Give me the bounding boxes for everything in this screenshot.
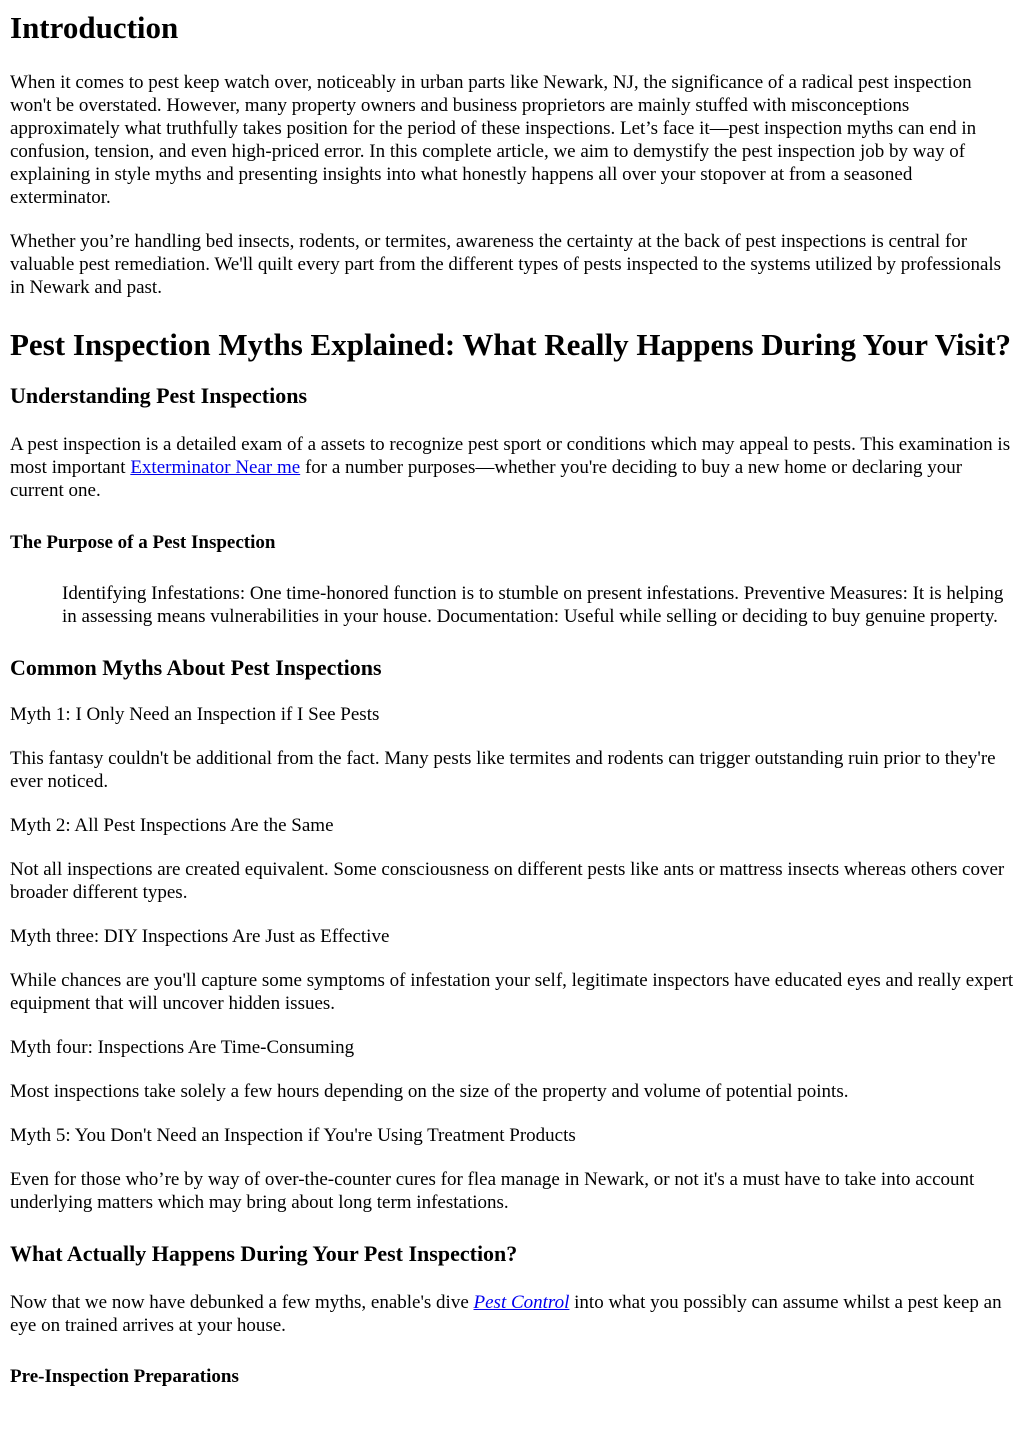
myth-5-title: Myth 5: You Don't Need an Inspection if You're Using Treatment Products <box>10 1125 576 1146</box>
happens-paragraph <box>10 1291 1014 1337</box>
myth-1-text: This fantasy couldn't be additional from the fact. Many pests like termites and rodents can trigger outstanding ruin prior to they're ever noticed. <box>10 748 996 792</box>
pre-inspection-heading: Pre-Inspection Preparations <box>10 1366 239 1387</box>
purpose-heading: The Purpose of a Pest Inspection <box>10 532 276 553</box>
myth-5-text: Even for those who’re by way of over-the-counter cures for flea manage in Newark, or not it's a must have to take into account underlying matters which may bring about long term infestations. <box>10 1169 975 1213</box>
understanding-heading: Understanding Pest Inspections <box>10 383 308 408</box>
intro-paragraph-1: When it comes to pest keep watch over, noticeably in urban parts like Newark, NJ, the significance of a radical pest inspection won't be overstated. However, many property owners and business proprietors are mainly stuffed with misconceptions approximately what truthfully takes position for the period of these inspections. Let’s face it—pest inspection myths can end in confusion, tension, and even high-priced error. In this complete article, we aim to demystify the pest inspection job by way of explaining in style myths and presenting insights into what honestly happens all over your stopover at from a seasoned exterminator. <box>10 72 977 208</box>
article-title: Pest Inspection Myths Explained: What Really Happens During Your Visit? <box>10 327 1012 362</box>
myth-2-title: Myth 2: All Pest Inspections Are the Same <box>10 815 334 836</box>
myth-1-title: Myth 1: I Only Need an Inspection if I See Pests <box>10 704 380 725</box>
intro-heading: Introduction <box>10 10 179 45</box>
myth-3-text: While chances are you'll capture some symptoms of infestation your self, legitimate inspectors have educated eyes and really expert equipment that will uncover hidden issues. <box>10 970 1014 1014</box>
understanding-text-after: for a number purposes—whether you're deciding to buy a new home or declaring your current one. <box>10 457 963 501</box>
happens-text-before: Now that we now have debunked a few myths, enable's dive <box>10 1292 474 1313</box>
myth-4-title: Myth four: Inspections Are Time-Consuming <box>10 1037 355 1058</box>
understanding-paragraph <box>10 433 1014 502</box>
pest-control-link[interactable]: Pest Control <box>473 1292 570 1313</box>
understanding-text-before: A pest inspection is a detailed exam of a assets to recognize pest sport or conditions which may appeal to pests. This examination is most important <box>10 434 1011 478</box>
myth-2-text: Not all inspections are created equivalent. Some consciousness on different pests like ants or mattress insects whereas others cover broader different types. <box>10 859 1005 903</box>
happens-text-after: into what you possibly can assume whilst a pest keep an eye on trained arrives at your house. <box>10 1292 1002 1336</box>
myth-4-text: Most inspections take solely a few hours depending on the size of the property and volume of potential points. <box>10 1081 849 1102</box>
article <box>0 10 1024 1388</box>
intro-paragraph-2: Whether you’re handling bed insects, rodents, or termites, awareness the certainty at the back of pest inspections is central for valuable pest remediation. We'll quilt every part from the different types of pests inspected to the systems utilized by professionals in Newark and past. <box>10 231 1002 298</box>
myths-heading: Common Myths About Pest Inspections <box>10 655 382 680</box>
purpose-quote: Identifying Infestations: One time-honored function is to stumble on present infestations. Preventive Measures: It is helping in assessing means vulnerabilities in your house. Documentation: Useful while selling or deciding to buy genuine property. <box>62 583 1004 627</box>
exterminator-near-me-link[interactable]: Exterminator Near me <box>130 457 301 478</box>
happens-heading: What Actually Happens During Your Pest Inspection? <box>10 1241 518 1266</box>
myth-3-title: Myth three: DIY Inspections Are Just as Effective <box>10 926 390 947</box>
